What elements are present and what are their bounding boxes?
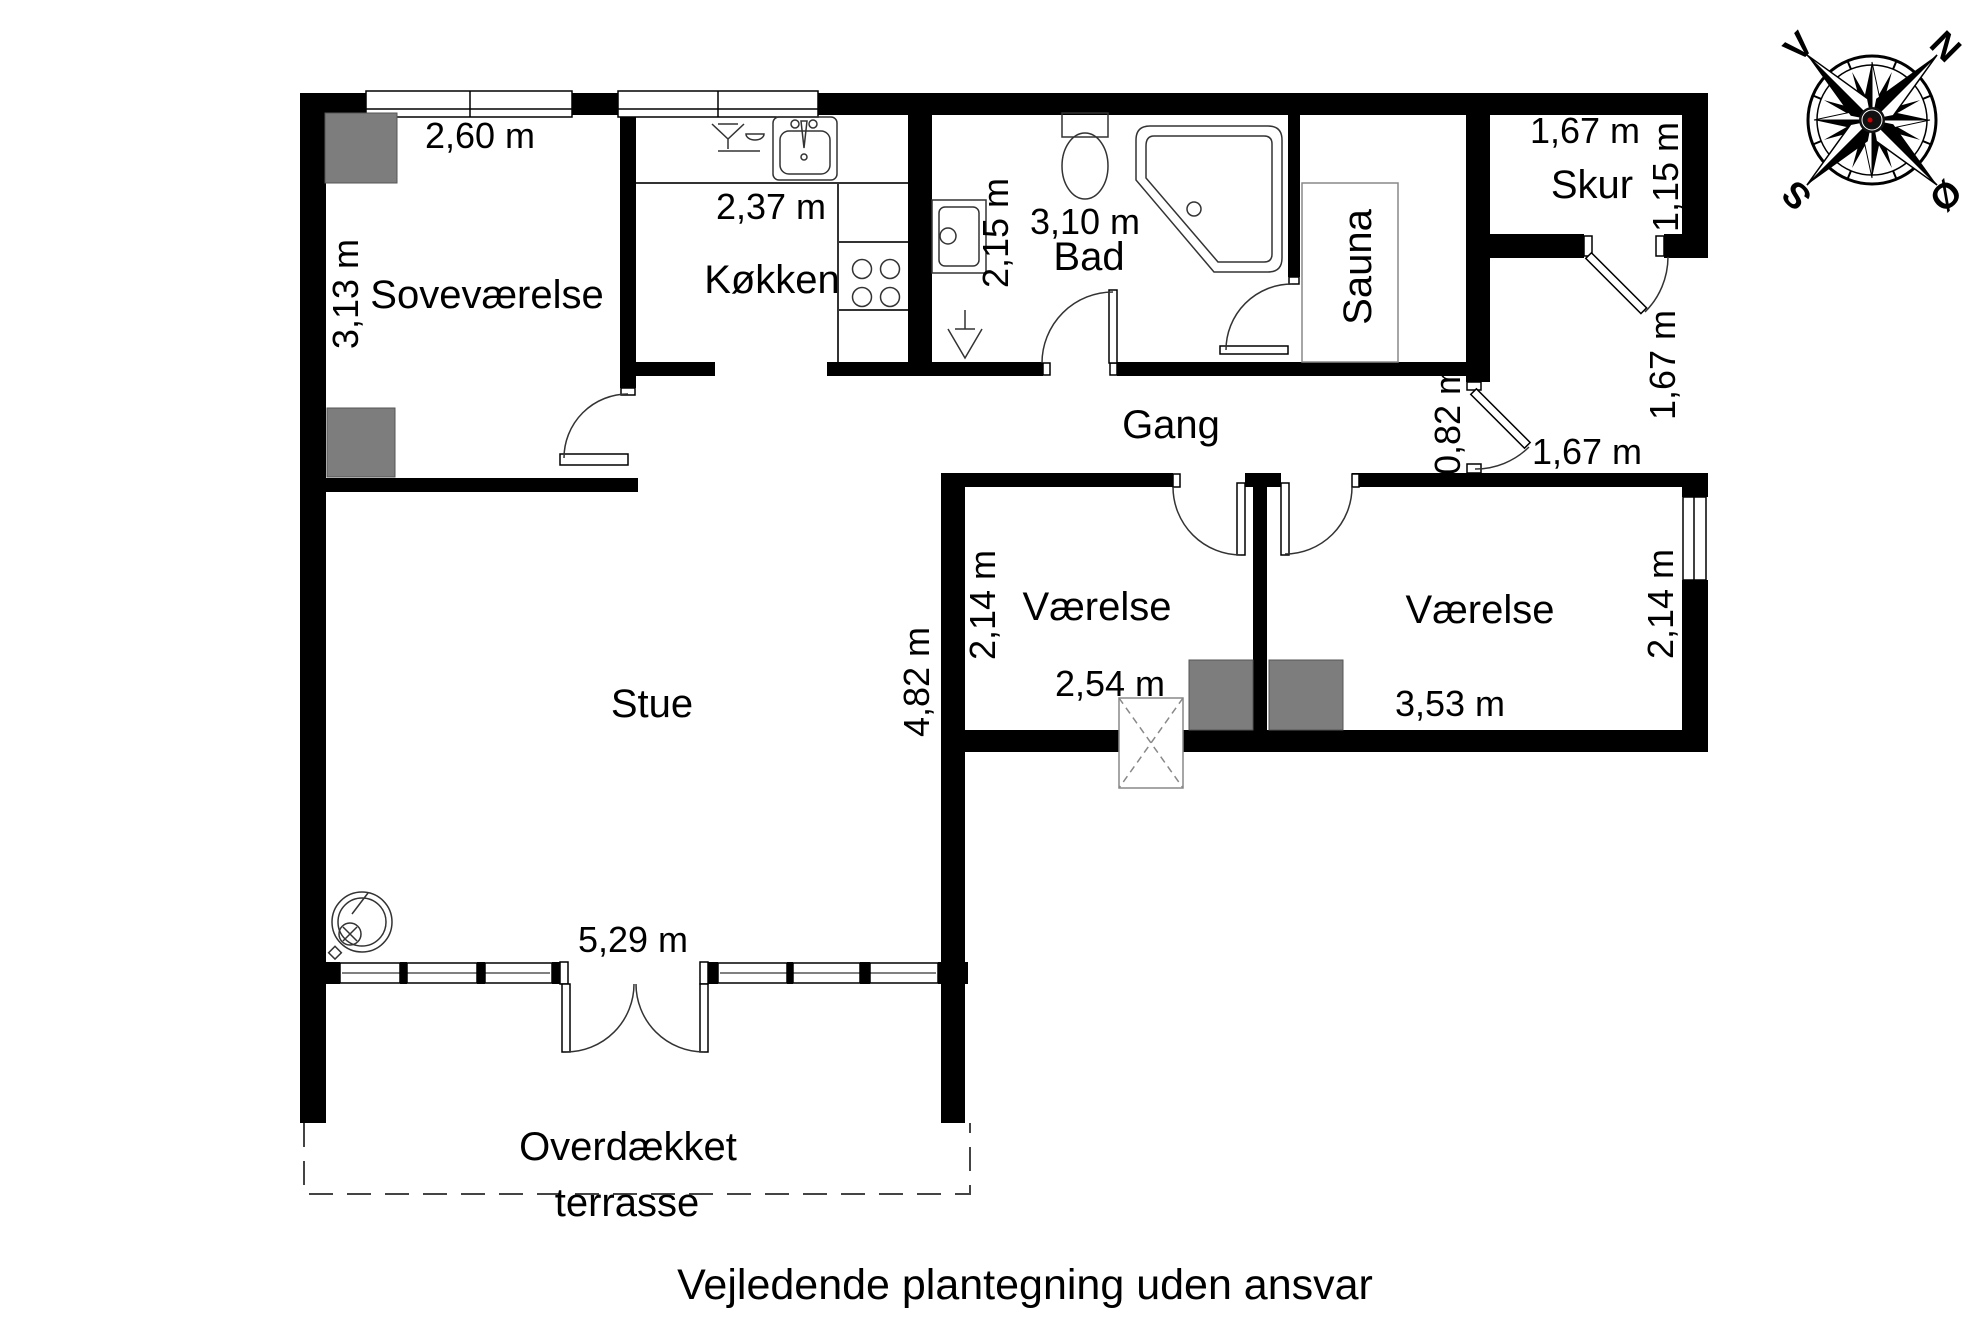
recess-depth-label: 1,67 m: [1642, 309, 1683, 421]
toilet-icon: [1062, 113, 1108, 199]
bedroom-name-label: Soveværelse: [370, 273, 604, 317]
shed-depth-label: 1,15 m: [1645, 121, 1686, 233]
west-room-depth-label: 2,14 m: [962, 549, 1003, 661]
east-room-door-icon: [1281, 474, 1359, 555]
shed-name-label: Skur: [1550, 163, 1634, 207]
terrace-french-door-icon: [562, 984, 708, 1052]
kitchen-name-label: Køkken: [704, 258, 840, 302]
compass-east-label: Ø: [1921, 171, 1971, 221]
stue-south-wall: [326, 962, 968, 1052]
bathroom-door-icon: [1042, 290, 1117, 375]
west-room-wardrobe: [1189, 660, 1253, 730]
kitchen-window-icon: [618, 91, 818, 117]
bedroom-wardrobe-bottom: [327, 408, 395, 477]
wood-stove-icon: [329, 892, 392, 959]
shed-width-label: 1,67 m: [1529, 110, 1641, 151]
living-room-depth-label: 4,82 m: [896, 626, 937, 738]
entrance-width-label: 1,67 m: [1531, 431, 1643, 472]
compass-south-label: S: [1773, 172, 1820, 219]
bedroom-width-label: 2,60 m: [424, 115, 536, 156]
kitchen-counter-icon: [636, 117, 908, 362]
terrace-name-line2: terrasse: [554, 1181, 700, 1225]
entrance-door-icon: [1467, 382, 1530, 473]
bedroom-wardrobe-top: [325, 113, 397, 183]
west-room-name-label: Værelse: [1022, 585, 1172, 629]
corner-shower-icon: [1136, 126, 1282, 272]
living-room-name-label: Stue: [610, 682, 694, 726]
bathroom-name-label: Bad: [1053, 235, 1125, 279]
terrace-name-line1: Overdækket: [519, 1125, 737, 1169]
sauna-name-label: Sauna: [1336, 209, 1380, 325]
kitchen-sink-icon: [773, 117, 837, 180]
bedroom-depth-label: 3,13 m: [325, 238, 366, 350]
compass-rose-icon: [1798, 46, 1945, 193]
compass-west-label: V: [1775, 23, 1822, 70]
east-room-width-label: 3,53 m: [1394, 683, 1506, 724]
bathroom-depth-label: 2,15 m: [975, 177, 1016, 289]
living-room-door-width-label: 5,29 m: [577, 919, 689, 960]
east-room-window-icon: [1683, 497, 1706, 580]
west-room-width-label: 2,54 m: [1054, 663, 1166, 704]
west-room-door-icon: [1173, 474, 1245, 555]
stove-icon: [853, 260, 900, 307]
disclaimer-text: Vejledende plantegning uden ansvar: [677, 1261, 1373, 1309]
sauna-door-icon: [1220, 277, 1299, 354]
east-room-name-label: Værelse: [1405, 588, 1555, 632]
windows: [366, 91, 1706, 580]
shed-door-icon: [1584, 236, 1668, 314]
kitchen-width-label: 2,37 m: [715, 186, 827, 227]
bathroom-width-label: 3,10 m: [1029, 201, 1141, 242]
east-room-wardrobe: [1269, 660, 1343, 730]
east-room-depth-label: 2,14 m: [1640, 548, 1681, 660]
chimney-icon: [1119, 698, 1183, 788]
hallway-exit-width-label: 0,82 m: [1427, 364, 1468, 476]
hallway-name-label: Gang: [1122, 403, 1220, 447]
dish-rack-icon: [712, 124, 764, 151]
compass-north-label: N: [1922, 22, 1970, 70]
bedroom-door-icon: [560, 388, 635, 465]
floor-drain-icon: [948, 310, 982, 358]
